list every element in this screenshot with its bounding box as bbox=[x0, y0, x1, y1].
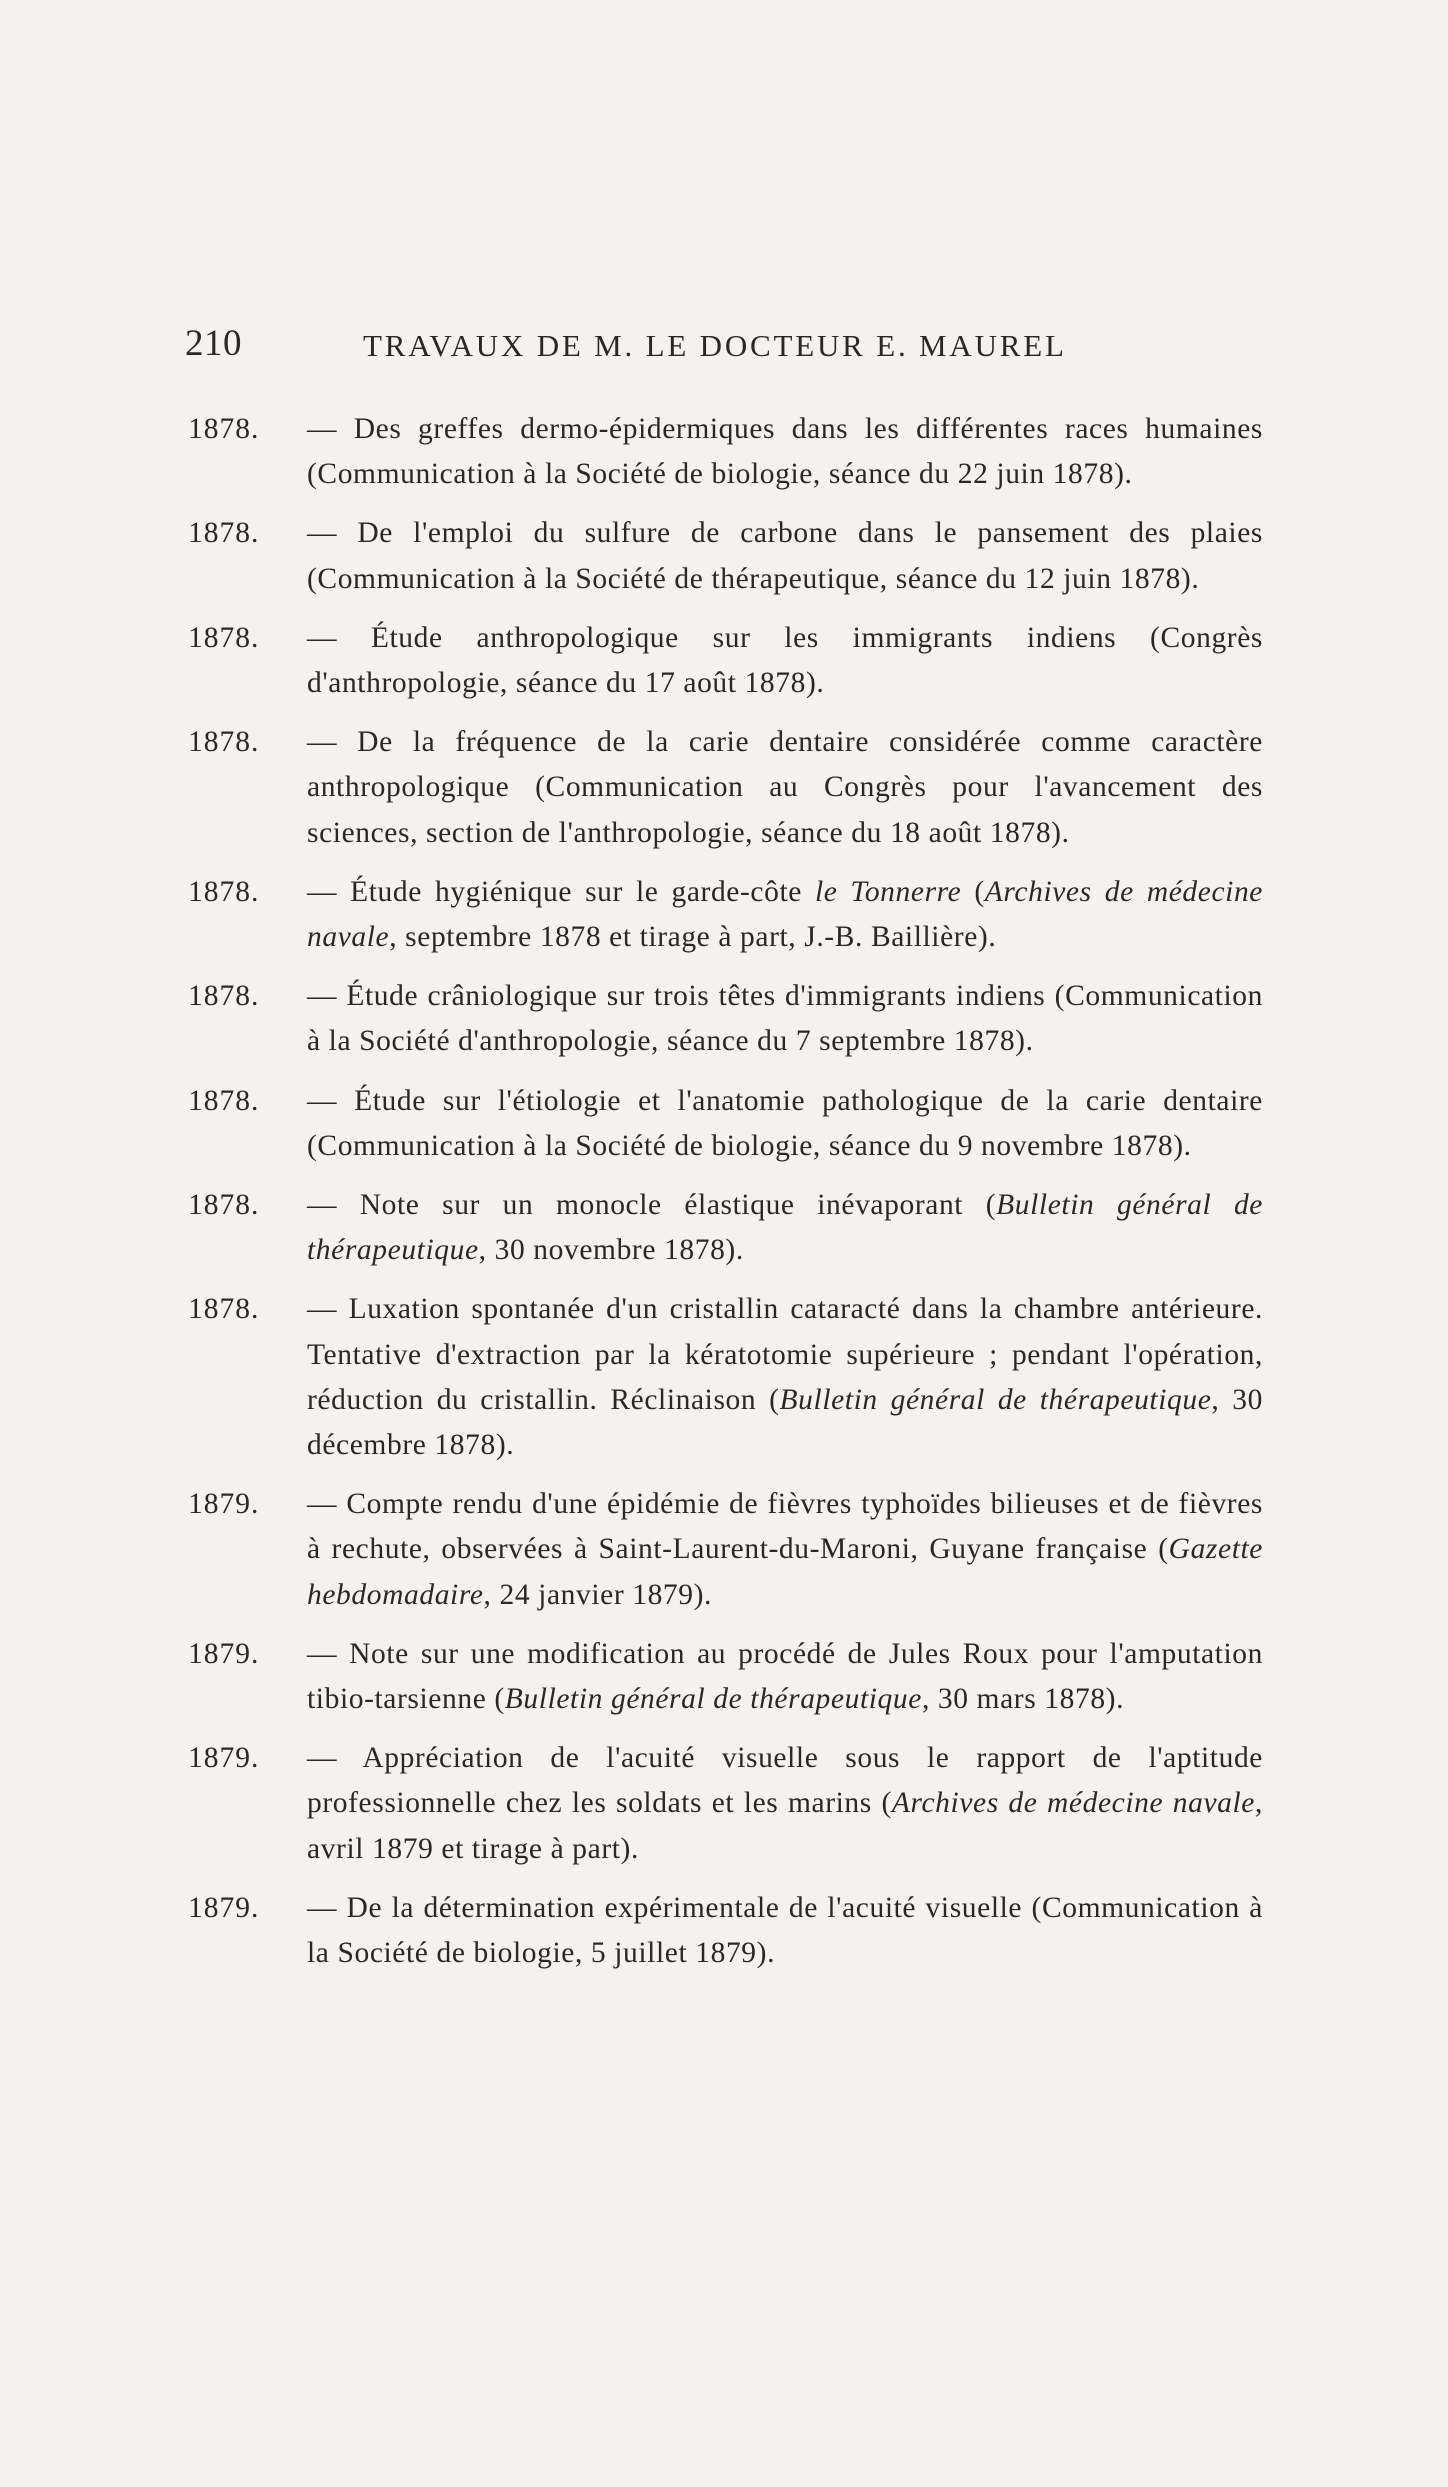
entry-text bbox=[307, 1482, 1263, 1618]
entry-text-part: — De la détermination expérimentale de l'acuité visuelle (Communication à la Société de biologie, 5 juillet 1879). bbox=[307, 1891, 1263, 1970]
entry-journal-italic: Gazette hebdomadaire bbox=[307, 1533, 1263, 1611]
bibliography-entry bbox=[188, 1886, 1263, 1976]
entry-text-part: — Étude sur l'étiologie et l'anatomie pathologique de la carie dentaire (Communication à la Société de biologie, séance du 9 novembre 1878). bbox=[307, 1084, 1263, 1162]
entry-text bbox=[307, 974, 1263, 1064]
entry-text-part: — De la fréquence de la carie dentaire considérée comme caractère anthropologique (Communication au Congrès pour l'avancement des sciences, section de l'anthropologie, séance du 18 août 1878). bbox=[307, 726, 1263, 849]
bibliography-entry bbox=[188, 511, 1263, 601]
entry-text-part: — Appréciation de l'acuité visuelle sous le rapport de l'aptitude professionnelle chez les soldats et les marins ( bbox=[307, 1742, 1263, 1820]
entry-text-part: — Note sur un monocle élastique inévaporant ( bbox=[307, 1189, 997, 1222]
entry-year: 1878. bbox=[188, 413, 260, 445]
bibliography-entry bbox=[188, 1079, 1263, 1169]
entry-year: 1879. bbox=[188, 1742, 260, 1775]
entry-text-part: , septembre 1878 et tirage à part, J.-B. Baillière). bbox=[389, 921, 997, 954]
entry-journal-italic: Archives de médecine navale bbox=[307, 875, 1263, 954]
bibliography-entry bbox=[188, 1183, 1263, 1273]
entry-journal-italic: Archives de médecine navale bbox=[891, 1787, 1256, 1820]
bibliography-entry bbox=[188, 1736, 1263, 1872]
bibliography-entry bbox=[188, 1287, 1263, 1468]
entry-text bbox=[307, 870, 1263, 960]
entry-year: 1878. bbox=[188, 1189, 260, 1222]
entry-title-italic: le Tonnerre bbox=[815, 875, 962, 908]
entry-year: 1878. bbox=[188, 1084, 260, 1117]
entry-text bbox=[307, 720, 1263, 856]
bibliography-entry bbox=[188, 870, 1263, 960]
bibliography-entry bbox=[188, 616, 1263, 706]
entry-text bbox=[307, 1886, 1263, 1976]
entry-text-part: — Étude hygiénique sur le garde-côte bbox=[307, 875, 815, 908]
entry-text bbox=[307, 407, 1263, 497]
entry-text-part: — Luxation spontanée d'un cristallin cataracté dans la chambre antérieure. Tentative d'extraction par la kératotomie supérieure ; pendant l'opération, réduction du cristallin. Réclinaison ( bbox=[307, 1293, 1263, 1416]
entry-text bbox=[307, 511, 1263, 601]
entry-year: 1879. bbox=[188, 1488, 260, 1521]
entry-text bbox=[307, 1736, 1263, 1872]
bibliography-entry bbox=[188, 1632, 1263, 1722]
entry-text-part: , 30 mars 1878). bbox=[921, 1683, 1125, 1716]
entry-text-part: — Note sur une modification au procédé de Jules Roux pour l'amputation tibio-tarsienne ( bbox=[307, 1637, 1263, 1716]
entry-text-part: — Étude crâniologique sur trois têtes d'immigrants indiens (Communication à la Société d'anthropologie, séance du 7 septembre 1878). bbox=[307, 980, 1263, 1058]
entry-text-part: , 30 novembre 1878). bbox=[478, 1234, 744, 1267]
entry-journal-italic: Bulletin général de thérapeutique bbox=[504, 1683, 922, 1716]
bibliography-entry bbox=[188, 407, 1263, 497]
entry-text bbox=[307, 1079, 1263, 1169]
entry-year: 1878. bbox=[188, 875, 260, 908]
entry-year: 1878. bbox=[188, 1293, 260, 1326]
page-number: 210 bbox=[185, 323, 242, 364]
running-head bbox=[185, 322, 1265, 366]
entry-year: 1879. bbox=[188, 1637, 260, 1670]
entry-year: 1878. bbox=[188, 980, 260, 1013]
bibliography-entry bbox=[188, 1482, 1263, 1618]
entry-text bbox=[307, 616, 1263, 706]
entry-text-part: — Étude anthropologique sur les immigrants indiens (Congrès d'anthropologie, séance du 17 août 1878). bbox=[307, 621, 1263, 700]
entry-journal-italic: Bulletin général de thérapeutique bbox=[779, 1383, 1212, 1416]
entry-text-part: , avril 1879 et tirage à part). bbox=[307, 1787, 1263, 1865]
entry-year: 1878. bbox=[188, 517, 260, 550]
entry-text bbox=[307, 1287, 1263, 1468]
entry-text bbox=[307, 1183, 1263, 1273]
entry-text-part: , 24 janvier 1879). bbox=[483, 1578, 713, 1611]
entry-text-part: — Des greffes dermo-épidermiques dans les différentes races humaines (Communication à la Société de biologie, séance du 22 juin 1878). bbox=[307, 413, 1263, 491]
entry-journal-italic: Bulletin général de thérapeutique bbox=[307, 1189, 1263, 1267]
entry-year: 1879. bbox=[188, 1891, 260, 1924]
entry-year: 1878. bbox=[188, 726, 260, 759]
entry-text-part: , 30 décembre 1878). bbox=[307, 1383, 1263, 1462]
running-title: TRAVAUX DE M. LE DOCTEUR E. MAUREL bbox=[363, 328, 1067, 363]
bibliography-list bbox=[188, 407, 1263, 1990]
entry-text-part: — De l'emploi du sulfure de carbone dans le pansement des plaies (Communication à la Société de thérapeutique, séance du 12 juin 1878). bbox=[307, 517, 1263, 595]
entry-text-part: ( bbox=[961, 875, 985, 908]
entry-text bbox=[307, 1632, 1263, 1722]
entry-year: 1878. bbox=[188, 621, 260, 654]
bibliography-entry bbox=[188, 720, 1263, 856]
entry-text-part: — Compte rendu d'une épidémie de fièvres typhoïdes bilieuses et de fièvres à rechute, observées à Saint-Laurent-du-Maroni, Guyane française ( bbox=[307, 1488, 1263, 1566]
bibliography-entry bbox=[188, 974, 1263, 1064]
